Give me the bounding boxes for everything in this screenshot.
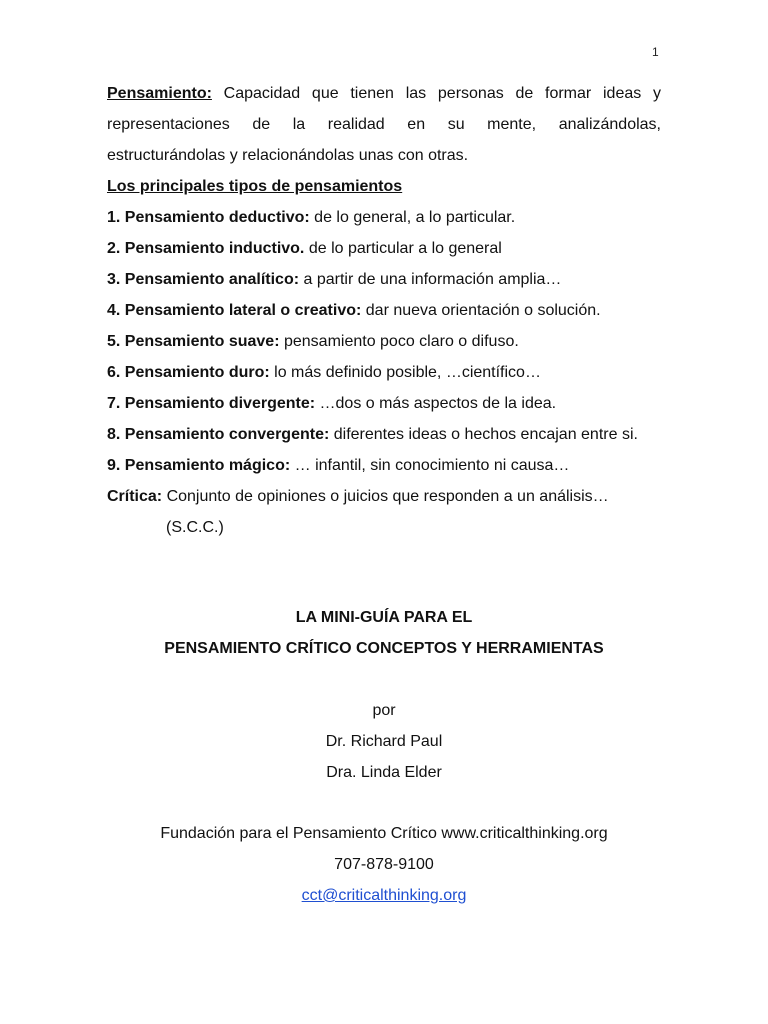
type-label: 6. Pensamiento duro:	[107, 364, 270, 381]
type-text: lo más definido posible, …científico…	[274, 364, 541, 381]
type-item	[107, 419, 661, 450]
type-label: 1. Pensamiento deductivo:	[107, 209, 310, 226]
guide-email-line	[0, 880, 768, 911]
type-text: …dos o más aspectos de la idea.	[319, 395, 557, 412]
type-text: a partir de una información amplia…	[303, 271, 562, 288]
type-label: 2. Pensamiento inductivo.	[107, 240, 305, 257]
type-item	[107, 264, 661, 295]
guide-authors-block	[0, 695, 768, 788]
guide-author-2: Dra. Linda Elder	[326, 764, 442, 781]
type-item	[107, 295, 661, 326]
type-label: 3. Pensamiento analítico:	[107, 271, 300, 288]
type-label: 8. Pensamiento convergente:	[107, 426, 330, 443]
type-text: dar nueva orientación o solución.	[365, 302, 601, 319]
guide-title-line-1: LA MINI-GUÍA PARA EL	[295, 609, 473, 626]
definition-line-2	[107, 109, 661, 140]
guide-email-link[interactable]: cct@criticalthinking.org	[301, 887, 467, 904]
guide-foundation: Fundación para el Pensamiento Crítico www.criticalthinking.org	[160, 825, 608, 842]
guide-phone: 707-878-9100	[334, 856, 434, 873]
type-label: 4. Pensamiento lateral o creativo:	[107, 302, 362, 319]
type-text: … infantil, sin conocimiento ni causa…	[294, 457, 570, 474]
type-text: diferentes ideas o hechos encajan entre si.	[333, 426, 638, 443]
critica-signature-line	[107, 512, 661, 543]
guide-title-line-2: PENSAMIENTO CRÍTICO CONCEPTOS Y HERRAMIENTAS	[164, 640, 604, 657]
definition-line-1	[107, 78, 661, 109]
type-label: 5. Pensamiento suave:	[107, 333, 280, 350]
critica-signature: (S.C.C.)	[166, 519, 224, 536]
type-label: 7. Pensamiento divergente:	[107, 395, 316, 412]
definition-text-1: Capacidad que tienen las personas de formar ideas y	[223, 85, 661, 102]
critica-text: Conjunto de opiniones o juicios que responden a un análisis…	[166, 488, 609, 505]
critica-label: Crítica:	[107, 488, 163, 505]
guide-author-1: Dr. Richard Paul	[325, 733, 443, 750]
type-label: 9. Pensamiento mágico:	[107, 457, 291, 474]
type-item	[107, 326, 661, 357]
page-number: 1	[652, 45, 659, 59]
guide-contact-block	[0, 818, 768, 911]
type-item	[107, 202, 661, 233]
type-item	[107, 388, 661, 419]
guide-title-block	[0, 602, 768, 664]
types-heading: Los principales tipos de pensamientos	[107, 178, 403, 195]
type-text: de lo general, a lo particular.	[314, 209, 516, 226]
type-item	[107, 357, 661, 388]
definition-text-3: estructurándolas y relacionándolas unas con otras.	[107, 147, 469, 164]
type-text: de lo particular a lo general	[308, 240, 502, 257]
types-heading-line	[107, 171, 661, 202]
critica-line	[107, 481, 661, 512]
type-item	[107, 233, 661, 264]
document-body	[107, 78, 661, 543]
type-text: pensamiento poco claro o difuso.	[283, 333, 519, 350]
type-item	[107, 450, 661, 481]
guide-by: por	[372, 702, 396, 719]
definition-text-2: representaciones de la realidad en su mente, analizándolas,	[107, 116, 661, 133]
definition-line-3	[107, 140, 661, 171]
definition-term: Pensamiento:	[107, 85, 212, 102]
